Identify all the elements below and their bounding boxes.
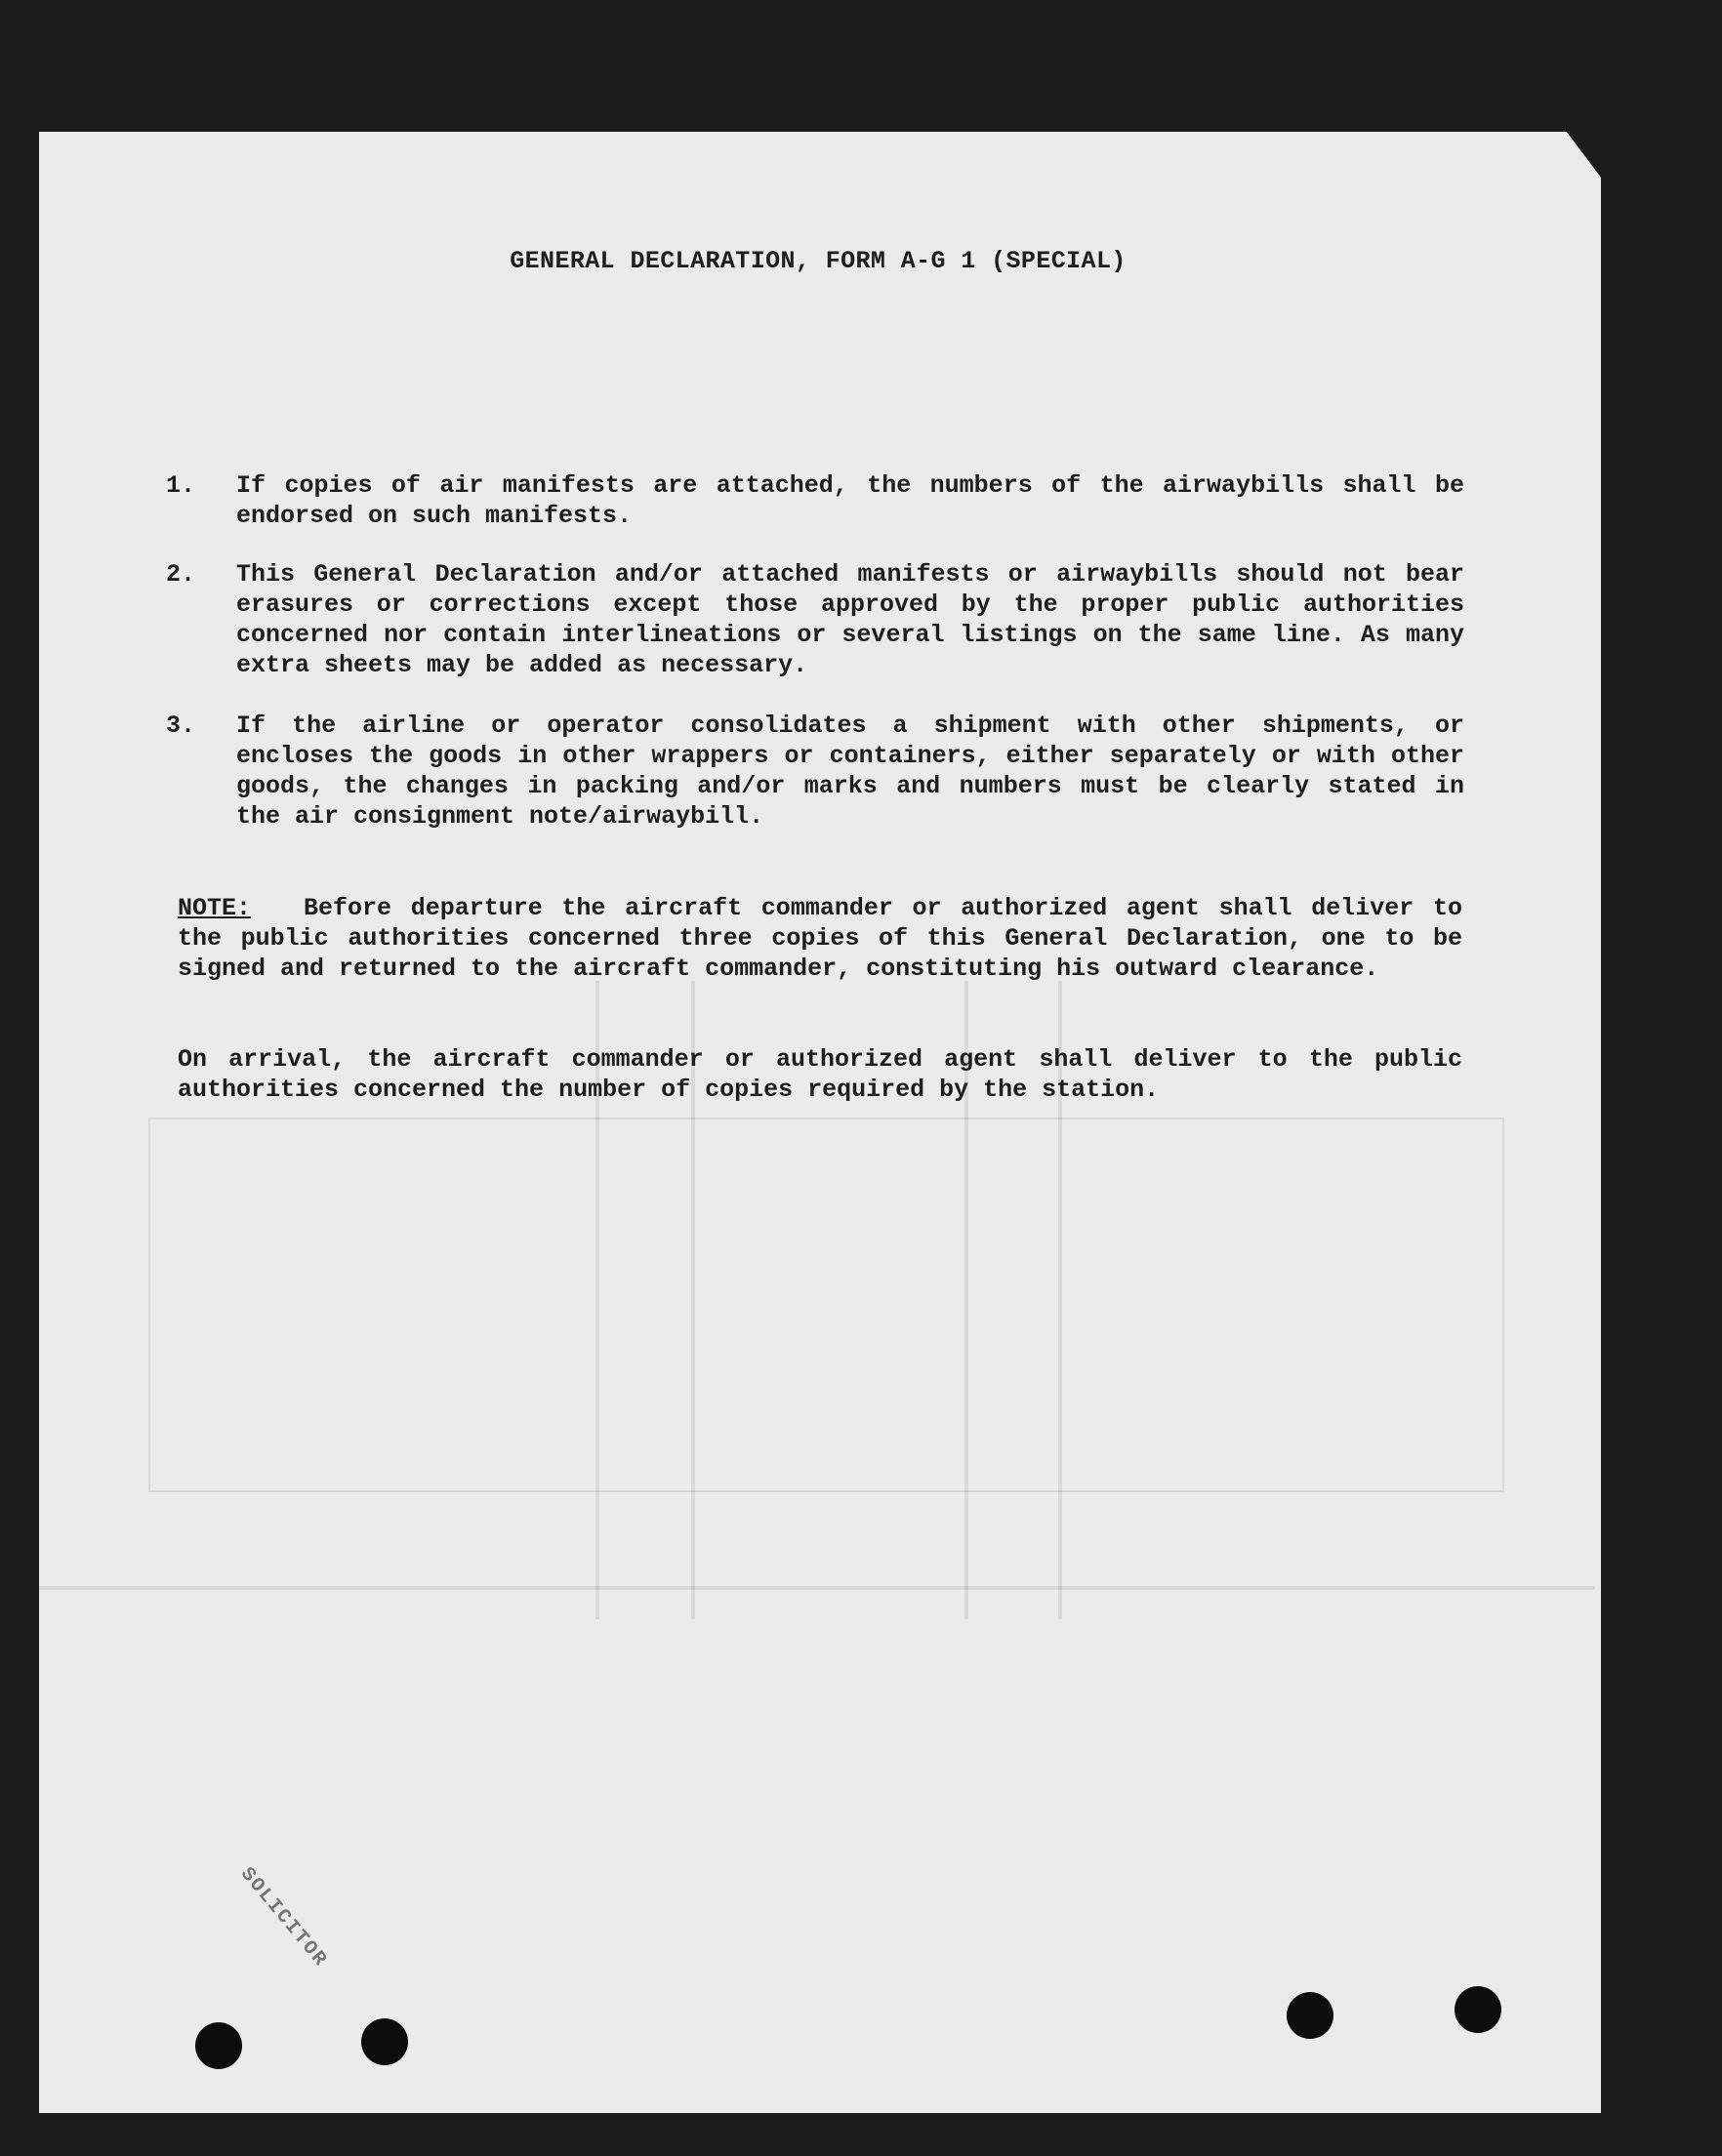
instruction-text: If the airline or operator consolidates a shipment with other shipments, or encloses the goods in other wrappers or containers, either separately or with other goods, the changes in packing and/or marks and numbers must be clearly stated in the air consignment note/airwaybill. (236, 712, 1464, 831)
instruction-number: 3. (166, 712, 196, 740)
instruction-item-2 (166, 559, 1464, 680)
solicitor-stamp: SOLICITOR (235, 1863, 332, 1973)
document-page (39, 132, 1601, 2113)
punch-hole (361, 2018, 408, 2065)
note-paragraph (178, 893, 1462, 984)
instruction-number: 2. (166, 560, 196, 589)
instruction-item-3 (166, 711, 1464, 832)
arrival-paragraph: On arrival, the aircraft commander or authorized agent shall deliver to the public authorities concerned the number of copies required by the station. (178, 1045, 1462, 1104)
punch-hole (195, 2022, 242, 2069)
document-title: GENERAL DECLARATION, FORM A-G 1 (SPECIAL) (510, 247, 1127, 275)
punch-hole (1455, 1986, 1501, 2033)
instruction-item-1 (166, 470, 1464, 531)
note-text: Before departure the aircraft commander or authorized agent shall deliver to the public authorities concerned three copies of this General Declaration, one to be signed and returned to the aircraft commander, constituting his outward clearance. (178, 894, 1462, 983)
note-label: NOTE: (178, 894, 252, 922)
instruction-text: This General Declaration and/or attached manifests or airwaybills should not bear erasures or corrections except those approved by the proper public authorities concerned nor contain interlineations or several listings on the same line. As many extra sheets may be added as necessary. (236, 560, 1464, 679)
instruction-text: If copies of air manifests are attached, the numbers of the airwaybills shall be endorsed on such manifests. (236, 471, 1464, 530)
punch-hole (1287, 1992, 1333, 2039)
bleed-through-table-outline (148, 1118, 1504, 1492)
bleed-through-rule (39, 1586, 1595, 1590)
instruction-number: 1. (166, 471, 196, 500)
